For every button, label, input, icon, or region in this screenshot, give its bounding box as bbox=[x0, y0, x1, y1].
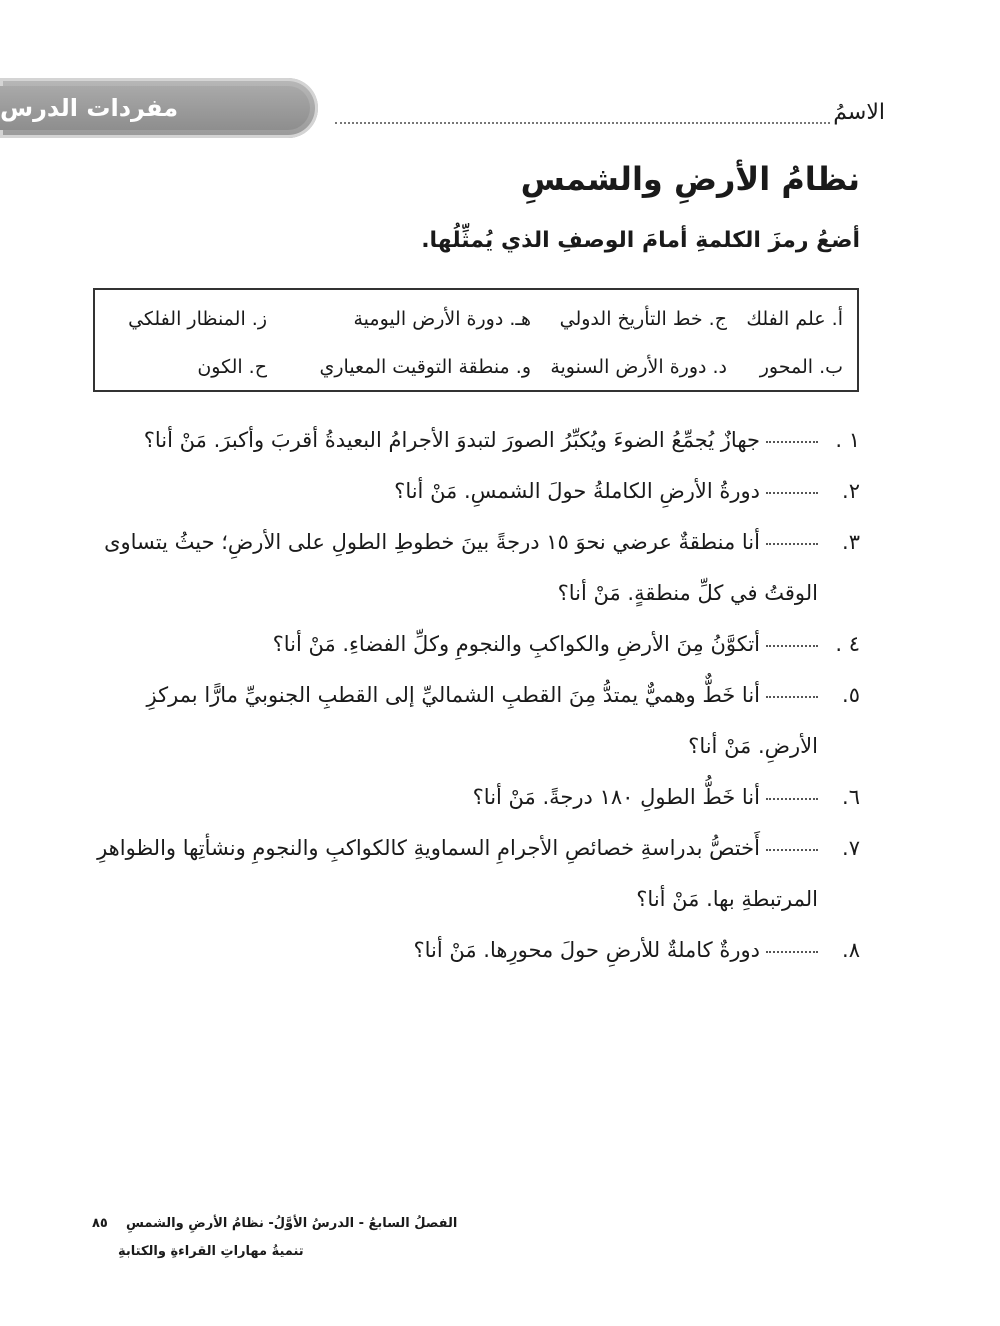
answer-blank-6[interactable] bbox=[766, 797, 818, 800]
question-7: ٧. أَختصُّ بدراسةِ خصائصِ الأجرامِ السماويةِ كالكواكبِ والنجومِ ونشأتِها والظواهرِ المرتبطةِ بها. مَنْ أنا؟ bbox=[97, 836, 860, 911]
footer-book-title: تنميةُ مهاراتِ القراءةِ والكتابةِ bbox=[118, 1244, 304, 1259]
name-input-line[interactable] bbox=[335, 122, 830, 124]
name-label: الاسمُ bbox=[833, 100, 885, 125]
page-title: نظامُ الأرضِ والشمسِ bbox=[520, 160, 860, 198]
choice-b: ب. المحور bbox=[759, 356, 843, 378]
question-8: ٨. دورةٌ كاملةٌ للأرضِ حولَ محورِها. مَنْ أنا؟ bbox=[413, 938, 860, 962]
tab-label: مفردات الدرس bbox=[0, 86, 310, 130]
page-number: ٨٥ bbox=[92, 1216, 108, 1231]
answer-blank-7[interactable] bbox=[766, 848, 818, 851]
choice-c: ج. خط التأريخ الدولي bbox=[559, 308, 727, 330]
choice-a: أ. علم الفلك bbox=[746, 308, 843, 330]
choice-h: هـ. دورة الأرض اليومية bbox=[353, 308, 531, 330]
footer-chapter-line bbox=[92, 1216, 457, 1231]
question-2: ٢. دورةُ الأرضِ الكاملةُ حولَ الشمسِ. مَنْ أنا؟ bbox=[394, 479, 860, 503]
question-1: ١ . جهازٌ يُجمِّعُ الضوءَ ويُكبِّرُ الصورَ لتبدوَ الأجرامُ البعيدةُ أقربَ وأكبرَ. مَنْ أنا؟ bbox=[143, 428, 860, 452]
answer-blank-4[interactable] bbox=[766, 644, 818, 647]
answer-blank-2[interactable] bbox=[766, 491, 818, 494]
lesson-vocabulary-tab bbox=[0, 78, 318, 138]
answer-blank-5[interactable] bbox=[766, 695, 818, 698]
answer-blank-8[interactable] bbox=[766, 950, 818, 953]
footer-chapter-text: الفصلُ السابعُ - الدرسُ الأوَّلُ- نظامُ الأرضِ والشمسِ bbox=[125, 1216, 458, 1231]
choice-ha: ح. الكون bbox=[197, 356, 267, 378]
question-4: ٤ . أتكوَّنُ مِنَ الأرضِ والكواكبِ والنجومِ وكلِّ الفضاءِ. مَنْ أنا؟ bbox=[272, 632, 860, 656]
word-bank-box bbox=[93, 288, 859, 392]
choice-d: د. دورة الأرض السنوية bbox=[550, 356, 727, 378]
question-list bbox=[88, 415, 860, 976]
question-3: ٣. أنا منطقةٌ عرضي نحوَ ١٥ درجةً بينَ خطوطِ الطولِ على الأرضِ؛ حيثُ يتساوى الوقتُ في كلِّ منطقةٍ. مَنْ أنا؟ bbox=[104, 530, 860, 605]
question-6: ٦. أنا خَطُّ الطولِ ١٨٠ درجةً. مَنْ أنا؟ bbox=[472, 785, 860, 809]
question-5: ٥. أنا خَطٌّ وهميٌّ يمتدُّ مِنَ القطبِ الشماليِّ إلى القطبِ الجنوبيِّ مارًّا بمركزِ الأرضِ. مَنْ أنا؟ bbox=[146, 683, 860, 758]
choice-w: و. منطقة التوقيت المعياري bbox=[319, 356, 531, 378]
choice-z: ز. المنظار الفلكي bbox=[128, 308, 267, 330]
answer-blank-3[interactable] bbox=[766, 542, 818, 545]
answer-blank-1[interactable] bbox=[766, 440, 818, 443]
instruction: أضعُ رمزَ الكلمةِ أمامَ الوصفِ الذي يُمثِّلُها. bbox=[421, 228, 860, 253]
